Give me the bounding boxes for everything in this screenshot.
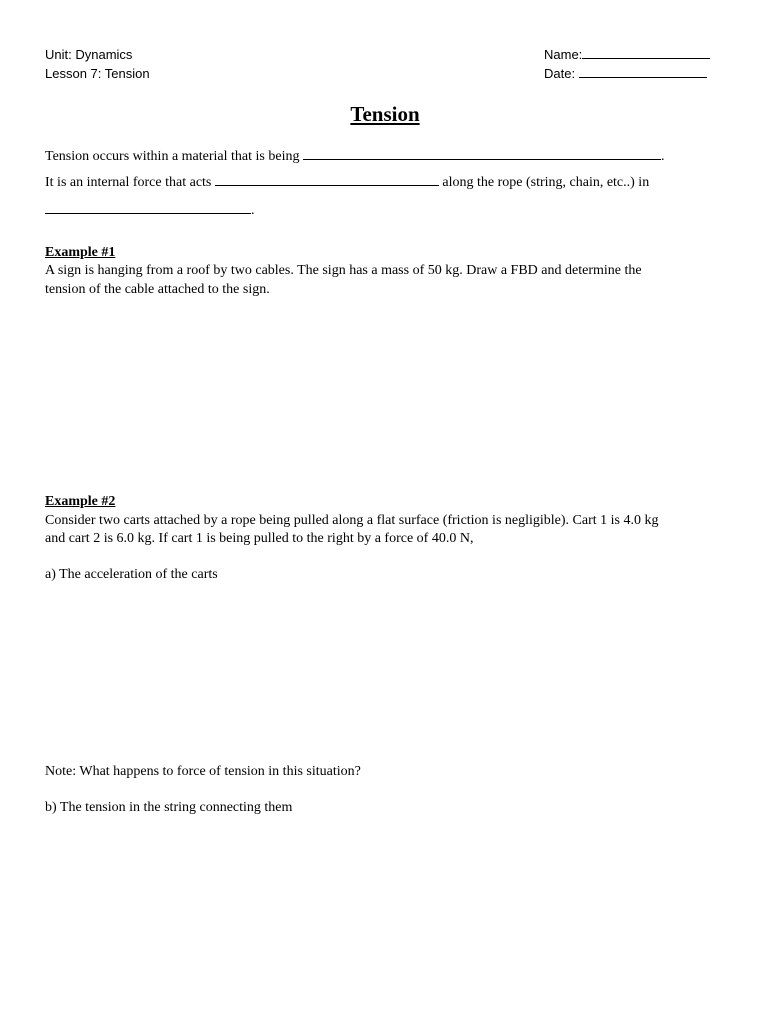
name-field <box>544 46 710 64</box>
intro-line-2-middle: along the rope (string, chain, etc..) in <box>442 175 650 190</box>
intro-line-2-text: It is an internal force that acts <box>45 175 212 190</box>
name-label: Name: <box>544 47 583 62</box>
intro-blank-2 <box>215 173 439 186</box>
example-1-line-1: A sign is hanging from a roof by two cables. The sign has a mass of 50 kg. Draw a FBD and determine the <box>45 263 642 278</box>
example-1-line-2: tension of the cable attached to the sign. <box>45 282 270 297</box>
lesson-label: Lesson 7: Tension <box>45 66 150 81</box>
name-blank <box>582 46 710 59</box>
example-2-part-b: b) The tension in the string connecting them <box>45 800 293 815</box>
date-field <box>544 65 707 83</box>
date-blank <box>579 65 707 78</box>
example-2-heading: Example #2 <box>45 494 116 509</box>
intro-line-2 <box>45 173 649 192</box>
example-2-line-1: Consider two carts attached by a rope being pulled along a flat surface (friction is negligible). Cart 1 is 4.0 kg <box>45 513 659 528</box>
unit-label: Unit: Dynamics <box>45 47 133 62</box>
example-2-line-2: and cart 2 is 6.0 kg. If cart 1 is being pulled to the right by a force of 40.0 N, <box>45 531 474 546</box>
example-2-part-a: a) The acceleration of the carts <box>45 567 218 582</box>
intro-line-1-period: . <box>660 149 665 164</box>
intro-line-1 <box>45 147 664 166</box>
date-label: Date: <box>544 66 576 81</box>
page-title: Tension <box>350 102 420 126</box>
intro-line-1-text: Tension occurs within a material that is being <box>45 149 300 164</box>
intro-line-3 <box>45 201 255 220</box>
intro-blank-3 <box>45 201 251 214</box>
intro-blank-1 <box>303 147 661 160</box>
example-1-heading: Example #1 <box>45 245 116 260</box>
example-2-note: Note: What happens to force of tension in this situation? <box>45 764 361 779</box>
intro-line-3-period: . <box>251 203 255 218</box>
